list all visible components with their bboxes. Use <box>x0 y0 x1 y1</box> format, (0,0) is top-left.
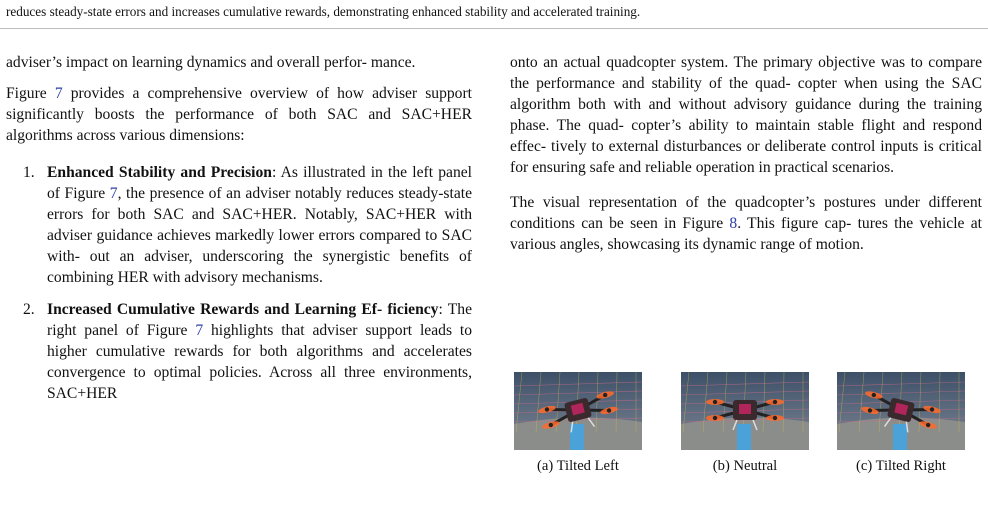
subfigure-tilted-right <box>837 372 965 475</box>
list-item: 2. Increased Cumulative Rewards and Learning Ef- ficiency: The right panel of Figure 7 highlights that adviser support leads to higher cumulative rewards for both algorithms and accelerates convergence to optimal policies. Across all three environments, SAC+HER <box>23 301 472 402</box>
subfigure-caption: (c) Tilted Right <box>855 458 946 474</box>
figure-7-link[interactable]: 7 <box>54 85 63 102</box>
list-item-title: Enhanced Stability and Precision <box>47 164 272 181</box>
figure-8 <box>510 372 982 482</box>
list-item: 1. Enhanced Stability and Precision: As illustrated in the left panel of Figure 7, the presence of an adviser notably reduces steady-state errors for both SAC and SAC+HER. Notably, SAC+HER with adviser guidance achieves markedly lower errors compared to SAC with- out an adviser, underscoring the synergistic benefits of combining HER with advisory mechanisms. <box>23 164 473 286</box>
subfigure-caption: (a) Tilted Left <box>537 458 619 474</box>
subfigure-neutral <box>681 372 809 475</box>
figure-7-link[interactable]: 7 <box>195 322 204 339</box>
left-paragraph-1: adviser’s impact on learning dynamics and overall perfor- mance. <box>6 54 416 71</box>
right-paragraph-2: The visual representation of the quadcopter’s postures under different conditions can be seen in Figure 8. This figure cap- tures the vehicle at various angles, showcasing its dynamic range of motion. <box>510 194 982 253</box>
left-column <box>6 52 472 415</box>
quadcopter-image-a <box>514 372 642 450</box>
figure-7-link[interactable]: 7 <box>109 185 118 202</box>
right-column <box>510 52 982 255</box>
previous-caption-line: reduces steady-state errors and increases cumulative rewards, demonstrating enhanced stability and accelerated training. <box>6 4 641 19</box>
list-item-title: Increased Cumulative Rewards and Learning Ef- ficiency <box>47 301 439 318</box>
left-paragraph-2: Figure 7 provides a comprehensive overview of how adviser support significantly boosts the performance of both SAC and SAC+HER algorithms across various dimensions: <box>6 85 472 144</box>
figure-8-link[interactable]: 8 <box>729 215 738 232</box>
list-number: 1. <box>23 164 35 181</box>
quadcopter-image-c <box>837 372 965 450</box>
right-paragraph-1: onto an actual quadcopter system. The primary objective was to compare the performance and stability of the quad- copter when using the SAC algorithm both with and without advisory guidance during the training phase. The quad- copter’s ability to maintain stable flight and respond effec- tively to external disturbances or deliberate control inputs is critical for ensuring safe and reliable operation in practical scenarios. <box>510 54 982 176</box>
caption-divider <box>0 28 988 29</box>
list-number: 2. <box>23 301 35 318</box>
subfigure-tilted-left <box>514 372 642 475</box>
quadcopter-image-b <box>681 372 809 450</box>
findings-list <box>6 162 472 404</box>
subfigure-caption: (b) Neutral <box>712 458 778 474</box>
